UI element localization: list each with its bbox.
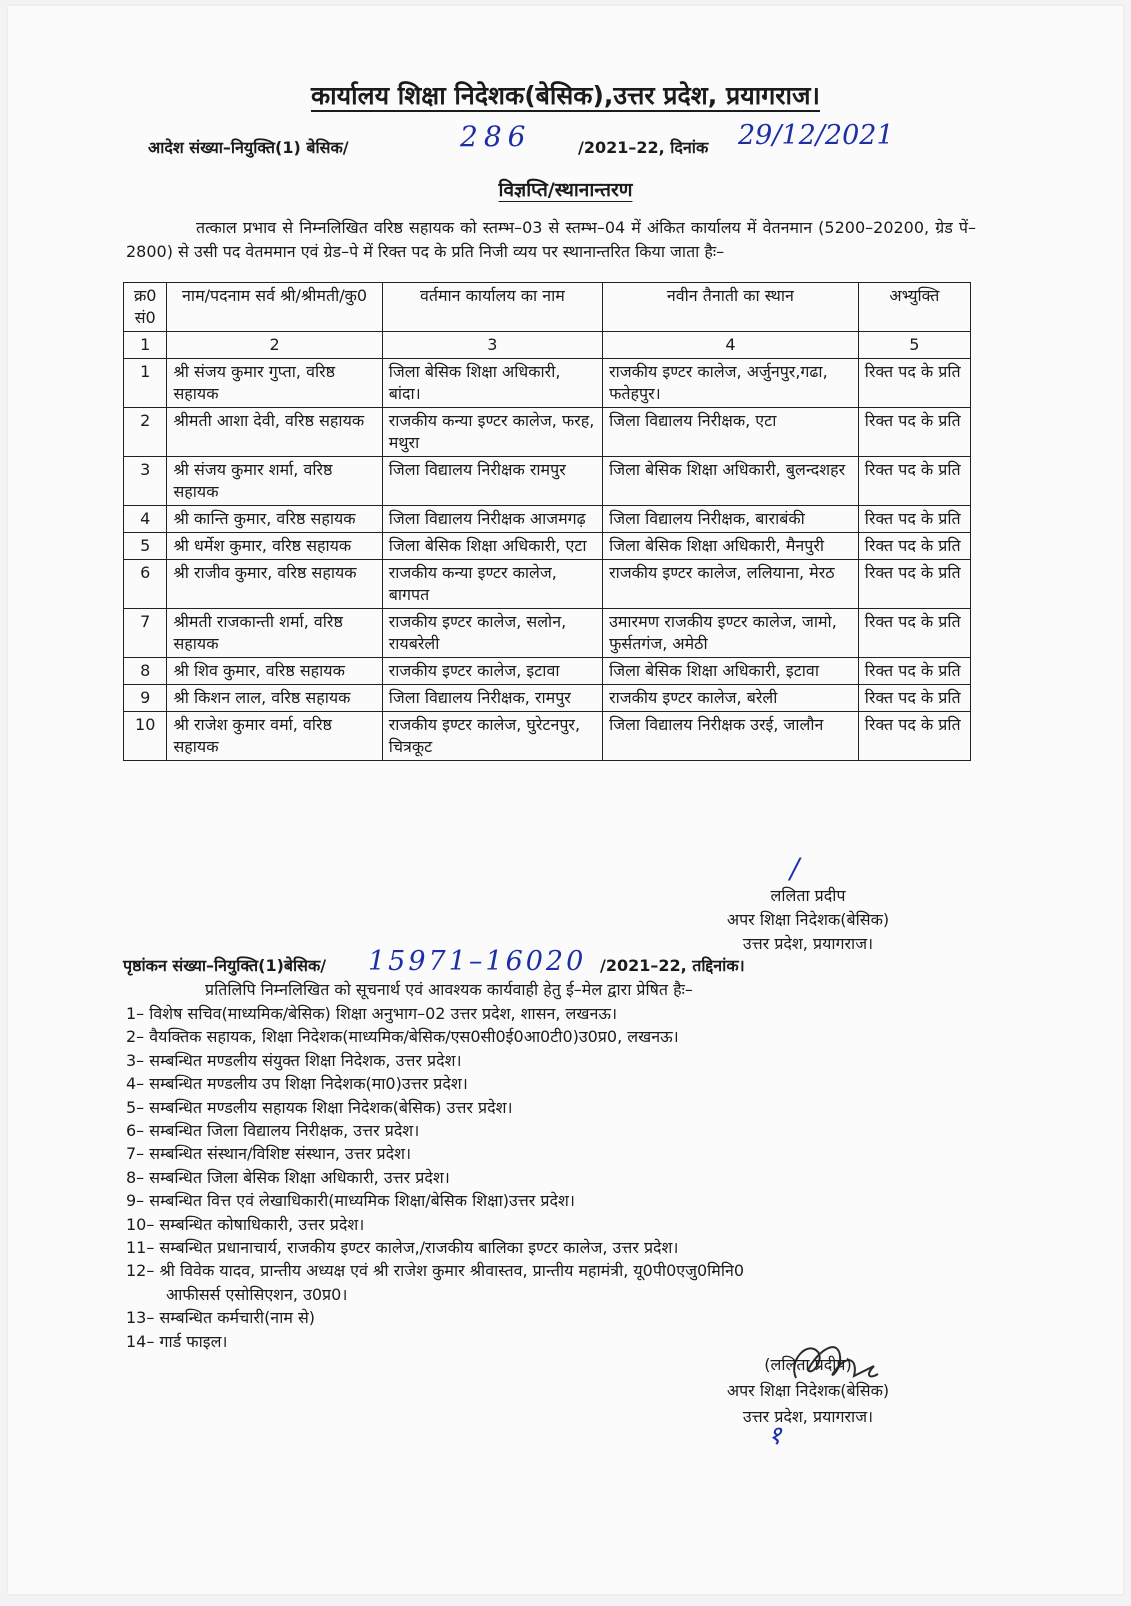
table-row [124, 506, 971, 533]
table-row [124, 685, 971, 712]
cell-name: श्री शिव कुमार, वरिष्ठ सहायक [167, 658, 382, 685]
cell-name: श्रीमती राजकान्ती शर्मा, वरिष्ठ सहायक [167, 609, 382, 658]
list-item: 12– श्री विवेक यादव, प्रान्तीय अध्यक्ष एवं श्री राजेश कुमार श्रीवास्तव, प्रान्तीय महामंत्री, यू0पी0एजु0मिनि0 [126, 1261, 745, 1281]
list-item: 14– गार्ड फाइल। [126, 1331, 228, 1351]
table-row [124, 560, 971, 609]
cell-new-posting: जिला विद्यालय निरीक्षक, एटा [603, 408, 859, 457]
endorsement-number-handwritten: 15971–16020 [368, 946, 587, 977]
header-remark: अभ्युक्ति [858, 283, 970, 332]
cell-remark: रिक्त पद के प्रति [858, 533, 970, 560]
signatory-name: (ललिता प्रदीप) [764, 1355, 852, 1374]
list-item: 2– वैयक्तिक सहायक, शिक्षा निदेशक(माध्यमिक/बेसिक/एस0सी0ई0आ0टी0)उ0प्र0, लखनऊ। [126, 1027, 679, 1047]
cell-current-office: जिला बेसिक शिक्षा अधिकारी, एटा [382, 533, 602, 560]
cell-new-posting: जिला विद्यालय निरीक्षक उरई, जालौन [603, 712, 859, 761]
table-row [124, 457, 971, 506]
cell-name: श्री कान्ति कुमार, वरिष्ठ सहायक [167, 506, 382, 533]
cell-serial: 6 [124, 560, 167, 609]
order-number-label: आदेश संख्या–नियुक्ति(1) बेसिक/ [148, 138, 349, 157]
cell-remark: रिक्त पद के प्रति [858, 712, 970, 761]
cell-name: श्री राजीव कुमार, वरिष्ठ सहायक [167, 560, 382, 609]
cell-current-office: जिला बेसिक शिक्षा अधिकारी, बांदा। [382, 359, 602, 408]
document-page [8, 6, 1123, 1594]
cell-new-posting: राजकीय इण्टर कालेज, ललियाना, मेरठ [603, 560, 859, 609]
cell-new-posting: राजकीय इण्टर कालेज, बरेली [603, 685, 859, 712]
handwritten-mark: १ [768, 1421, 782, 1451]
signatory-name: ललिता प्रदीप [770, 886, 846, 905]
column-number: 4 [603, 332, 859, 359]
transfer-table [123, 282, 971, 761]
list-item: 9– सम्बन्धित वित्त एवं लेखाधिकारी(माध्यमिक शिक्षा/बेसिक शिक्षा)उत्तर प्रदेश। [126, 1191, 575, 1211]
signatory-designation: अपर शिक्षा निदेशक(बेसिक) [726, 1381, 890, 1400]
table-row [124, 533, 971, 560]
column-number: 1 [124, 332, 167, 359]
list-item: 7– सम्बन्धित संस्थान/विशिष्ट संस्थान, उत्तर प्रदेश। [126, 1144, 412, 1164]
list-item: 3– सम्बन्धित मण्डलीय संयुक्त शिक्षा निदेशक, उत्तर प्रदेश। [126, 1050, 462, 1070]
cell-current-office: जिला विद्यालय निरीक्षक आजमगढ़ [382, 506, 602, 533]
cell-current-office: राजकीय कन्या इण्टर कालेज, बागपत [382, 560, 602, 609]
cell-name: श्री किशन लाल, वरिष्ठ सहायक [167, 685, 382, 712]
header-name: नाम/पदनाम सर्व श्री/श्रीमती/कु0 [167, 283, 382, 332]
order-year-label: /2021–22, दिनांक [578, 138, 709, 157]
cell-new-posting: राजकीय इण्टर कालेज, अर्जुनपुर,गढा, फतेहपुर। [603, 359, 859, 408]
list-item: आफीसर्स एसोसिएशन, उ0प्र0। [166, 1284, 348, 1304]
cell-name: श्रीमती आशा देवी, वरिष्ठ सहायक [167, 408, 382, 457]
table-header-row [124, 283, 971, 332]
header-serial: क्र0 सं0 [124, 283, 167, 332]
table-row [124, 408, 971, 457]
cell-current-office: जिला विद्यालय निरीक्षक रामपुर [382, 457, 602, 506]
column-number: 2 [167, 332, 382, 359]
cell-current-office: जिला विद्यालय निरीक्षक, रामपुर [382, 685, 602, 712]
notice-subtitle: विज्ञप्ति/स्थानान्तरण [498, 179, 633, 201]
cell-remark: रिक्त पद के प्रति [858, 685, 970, 712]
signature-block-2 [688, 1352, 928, 1430]
list-item: 10– सम्बन्धित कोषाधिकारी, उत्तर प्रदेश। [126, 1214, 365, 1234]
order-number-handwritten: 286 [460, 120, 532, 153]
cell-remark: रिक्त पद के प्रति [858, 609, 970, 658]
cell-current-office: राजकीय इण्टर कालेज, सलोन, रायबरेली [382, 609, 602, 658]
copy-list [126, 1002, 886, 1353]
cell-current-office: राजकीय इण्टर कालेज, इटावा [382, 658, 602, 685]
column-number-row [124, 332, 971, 359]
cell-remark: रिक्त पद के प्रति [858, 506, 970, 533]
cell-name: श्री संजय कुमार गुप्ता, वरिष्ठ सहायक [167, 359, 382, 408]
table-row [124, 359, 971, 408]
cell-serial: 2 [124, 408, 167, 457]
list-item: 4– सम्बन्धित मण्डलीय उप शिक्षा निदेशक(मा0)उत्तर प्रदेश। [126, 1074, 468, 1094]
cell-new-posting: जिला बेसिक शिक्षा अधिकारी, मैनपुरी [603, 533, 859, 560]
cell-serial: 5 [124, 533, 167, 560]
list-item: 13– सम्बन्धित कर्मचारी(नाम से) [126, 1308, 316, 1328]
cell-new-posting: जिला विद्यालय निरीक्षक, बाराबंकी [603, 506, 859, 533]
cell-name: श्री राजेश कुमार वर्मा, वरिष्ठ सहायक [167, 712, 382, 761]
header-current-office: वर्तमान कार्यालय का नाम [382, 283, 602, 332]
cell-serial: 4 [124, 506, 167, 533]
column-number: 5 [858, 332, 970, 359]
endorsement-label: पृष्ठांकन संख्या–नियुक्ति(1)बेसिक/ [123, 956, 327, 975]
tick-mark: / [790, 852, 800, 885]
list-item: 8– सम्बन्धित जिला बेसिक शिक्षा अधिकारी, उत्तर प्रदेश। [126, 1167, 450, 1187]
signature-block-1 [688, 884, 928, 956]
cell-new-posting: उमारमण राजकीय इण्टर कालेज, जामो, फुर्सतगंज, अमेठी [603, 609, 859, 658]
cell-current-office: राजकीय इण्टर कालेज, घुरेटनपुर, चित्रकूट [382, 712, 602, 761]
cell-remark: रिक्त पद के प्रति [858, 560, 970, 609]
cell-remark: रिक्त पद के प्रति [858, 408, 970, 457]
signatory-place: उत्तर प्रदेश, प्रयागराज। [742, 934, 874, 953]
endorsement-year: /2021–22, तद्दिनांक। [600, 956, 745, 975]
cell-remark: रिक्त पद के प्रति [858, 457, 970, 506]
table-row [124, 658, 971, 685]
signatory-designation: अपर शिक्षा निदेशक(बेसिक) [726, 910, 890, 929]
cell-serial: 7 [124, 609, 167, 658]
cell-new-posting: जिला बेसिक शिक्षा अधिकारी, इटावा [603, 658, 859, 685]
cell-serial: 1 [124, 359, 167, 408]
cell-serial: 9 [124, 685, 167, 712]
cell-name: श्री धर्मेश कुमार, वरिष्ठ सहायक [167, 533, 382, 560]
order-date-handwritten: 29/12/2021 [738, 120, 894, 151]
list-item: 6– सम्बन्धित जिला विद्यालय निरीक्षक, उत्तर प्रदेश। [126, 1121, 420, 1141]
header-new-posting: नवीन तैनाती का स्थान [603, 283, 859, 332]
copy-intro: प्रतिलिपि निम्नलिखित को सूचनार्थ एवं आवश्यक कार्यवाही हेतु ई–मेल द्वारा प्रेषित हैः– [205, 980, 693, 999]
cell-current-office: राजकीय कन्या इण्टर कालेज, फरह, मथुरा [382, 408, 602, 457]
list-item: 1– विशेष सचिव(माध्यमिक/बेसिक) शिक्षा अनुभाग–02 उत्तर प्रदेश, शासन, लखनऊ। [126, 1004, 618, 1023]
cell-name: श्री संजय कुमार शर्मा, वरिष्ठ सहायक [167, 457, 382, 506]
table-row [124, 609, 971, 658]
table-row [124, 712, 971, 761]
office-title: कार्यालय शिक्षा निदेशक(बेसिक),उत्तर प्रदेश, प्रयागराज। [310, 81, 820, 110]
list-item: 11– सम्बन्धित प्रधानाचार्य, राजकीय इण्टर कालेज,/राजकीय बालिका इण्टर कालेज, उत्तर प्रदेश। [126, 1238, 679, 1258]
cell-serial: 8 [124, 658, 167, 685]
cell-remark: रिक्त पद के प्रति [858, 359, 970, 408]
cell-serial: 10 [124, 712, 167, 761]
signatory-place: उत्तर प्रदेश, प्रयागराज। [742, 1407, 874, 1426]
intro-paragraph: तत्काल प्रभाव से निम्नलिखित वरिष्ठ सहायक को स्तम्भ–03 से स्तम्भ–04 में अंकित कार्यालय में वेतनमान (5200–20200, ग्रेड पें–2800) से उसी पद वेतममान एवं ग्रेड–पे में रिक्त पद के प्रति निजी व्यय पर स्थानान्तरित किया जाता हैः– [126, 218, 976, 261]
list-item: 5– सम्बन्धित मण्डलीय सहायक शिक्षा निदेशक(बेसिक) उत्तर प्रदेश। [126, 1097, 513, 1117]
cell-new-posting: जिला बेसिक शिक्षा अधिकारी, बुलन्दशहर [603, 457, 859, 506]
cell-remark: रिक्त पद के प्रति [858, 658, 970, 685]
column-number: 3 [382, 332, 602, 359]
cell-serial: 3 [124, 457, 167, 506]
